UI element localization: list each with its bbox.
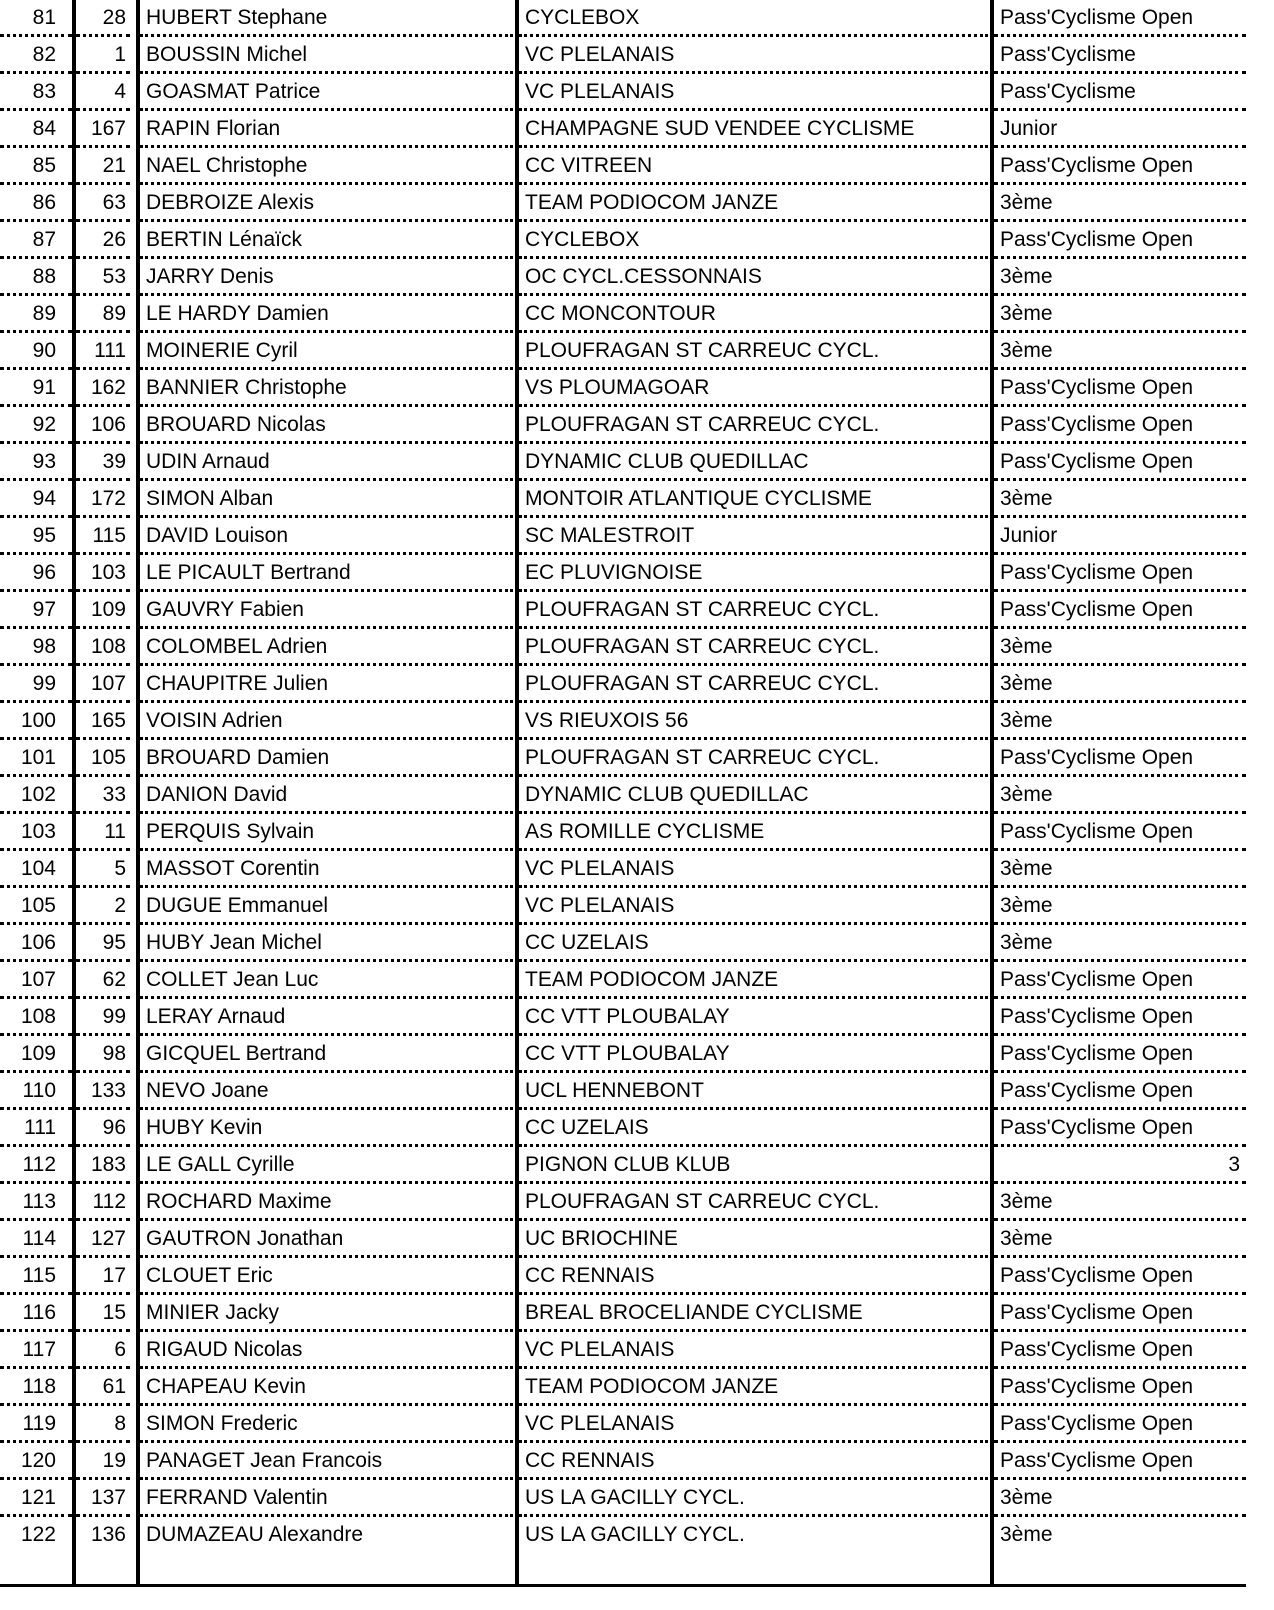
table-row xyxy=(0,999,1246,1036)
rank-cell: 121 xyxy=(0,1480,72,1517)
club-cell: CHAMPAGNE SUD VENDEE CYCLISME xyxy=(519,111,988,148)
rider-name-cell: GICQUEL Bertrand xyxy=(140,1036,513,1073)
category-cell: Pass'Cyclisme Open xyxy=(994,1295,1246,1332)
category-cell: Pass'Cyclisme Open xyxy=(994,592,1246,629)
club-cell: TEAM PODIOCOM JANZE xyxy=(519,962,988,999)
club-cell: CC MONCONTOUR xyxy=(519,296,988,333)
rider-name-cell: JARRY Denis xyxy=(140,259,513,296)
club-cell: PIGNON CLUB KLUB xyxy=(519,1147,988,1184)
bib-cell: 28 xyxy=(76,0,130,37)
club-cell: VS PLOUMAGOAR xyxy=(519,370,988,407)
category-cell: Pass'Cyclisme Open xyxy=(994,740,1246,777)
category-cell: Pass'Cyclisme Open xyxy=(994,1369,1246,1406)
rank-cell: 96 xyxy=(0,555,72,592)
rank-cell: 85 xyxy=(0,148,72,185)
rank-cell: 88 xyxy=(0,259,72,296)
bib-cell: 11 xyxy=(76,814,130,851)
category-cell: Pass'Cyclisme Open xyxy=(994,1406,1246,1443)
table-row xyxy=(0,777,1246,814)
table-row xyxy=(0,1443,1246,1480)
table-row xyxy=(0,333,1246,370)
club-cell: VC PLELANAIS xyxy=(519,37,988,74)
rank-cell: 92 xyxy=(0,407,72,444)
table-row xyxy=(0,703,1246,740)
rank-cell: 112 xyxy=(0,1147,72,1184)
rank-cell: 117 xyxy=(0,1332,72,1369)
rider-name-cell: RAPIN Florian xyxy=(140,111,513,148)
club-cell: OC CYCL.CESSONNAIS xyxy=(519,259,988,296)
rider-name-cell: BROUARD Damien xyxy=(140,740,513,777)
category-cell: 3ème xyxy=(994,185,1246,222)
rider-name-cell: FERRAND Valentin xyxy=(140,1480,513,1517)
table-row xyxy=(0,148,1246,185)
bib-cell: 53 xyxy=(76,259,130,296)
category-cell: Pass'Cyclisme Open xyxy=(994,370,1246,407)
rank-cell: 111 xyxy=(0,1110,72,1147)
category-cell: Pass'Cyclisme Open xyxy=(994,407,1246,444)
category-cell: Pass'Cyclisme Open xyxy=(994,1036,1246,1073)
club-cell: US LA GACILLY CYCL. xyxy=(525,1523,745,1546)
rider-name-cell: DAVID Louison xyxy=(140,518,513,555)
table-row xyxy=(0,1147,1246,1184)
category-cell: 3ème xyxy=(994,703,1246,740)
rider-name-cell: COLOMBEL Adrien xyxy=(140,629,513,666)
club-cell: VS RIEUXOIS 56 xyxy=(519,703,988,740)
club-cell: PLOUFRAGAN ST CARREUC CYCL. xyxy=(519,407,988,444)
rider-name-cell: GAUTRON Jonathan xyxy=(140,1221,513,1258)
category-cell: 3ème xyxy=(994,851,1246,888)
rank-cell: 84 xyxy=(0,111,72,148)
rank-cell: 105 xyxy=(0,888,72,925)
rank-cell: 98 xyxy=(0,629,72,666)
category-cell: Pass'Cyclisme Open xyxy=(994,1073,1246,1110)
club-cell: PLOUFRAGAN ST CARREUC CYCL. xyxy=(519,333,988,370)
category-cell: Pass'Cyclisme xyxy=(994,74,1246,111)
club-cell: CC VTT PLOUBALAY xyxy=(519,999,988,1036)
table-row xyxy=(0,666,1246,703)
club-cell: TEAM PODIOCOM JANZE xyxy=(519,185,988,222)
rank-cell: 86 xyxy=(0,185,72,222)
club-cell: CC VTT PLOUBALAY xyxy=(519,1036,988,1073)
category-cell: Junior xyxy=(994,518,1246,555)
rider-name-cell: BOUSSIN Michel xyxy=(140,37,513,74)
rider-name-cell: CLOUET Eric xyxy=(140,1258,513,1295)
bib-cell: 5 xyxy=(76,851,130,888)
rank-cell: 107 xyxy=(0,962,72,999)
bib-cell: 6 xyxy=(76,1332,130,1369)
rank-cell: 97 xyxy=(0,592,72,629)
club-cell: VC PLELANAIS xyxy=(519,1332,988,1369)
category-cell: Pass'Cyclisme xyxy=(994,37,1246,74)
bib-cell: 99 xyxy=(76,999,130,1036)
rider-name-cell: DANION David xyxy=(140,777,513,814)
bib-cell: 108 xyxy=(76,629,130,666)
rank-cell: 91 xyxy=(0,370,72,407)
rank-cell: 81 xyxy=(0,0,72,37)
table-row xyxy=(0,1258,1246,1295)
bib-cell: 115 xyxy=(76,518,130,555)
rider-name-cell: GAUVRY Fabien xyxy=(140,592,513,629)
club-cell: CYCLEBOX xyxy=(519,222,988,259)
table-row xyxy=(0,1517,1246,1554)
club-cell: AS ROMILLE CYCLISME xyxy=(519,814,988,851)
rider-name-cell: BERTIN Lénaïck xyxy=(140,222,513,259)
bib-cell: 8 xyxy=(76,1406,130,1443)
club-cell: CC RENNAIS xyxy=(519,1258,988,1295)
club-cell: DYNAMIC CLUB QUEDILLAC xyxy=(519,777,988,814)
rider-name-cell: SIMON Alban xyxy=(140,481,513,518)
table-row xyxy=(0,592,1246,629)
bib-cell: 107 xyxy=(76,666,130,703)
rider-name-cell: HUBERT Stephane xyxy=(140,0,513,37)
bib-cell: 165 xyxy=(76,703,130,740)
rider-name-cell: MINIER Jacky xyxy=(140,1295,513,1332)
bib-cell: 33 xyxy=(76,777,130,814)
table-row xyxy=(0,1221,1246,1258)
category-cell: 3ème xyxy=(994,259,1246,296)
table-row xyxy=(0,1480,1246,1517)
table-row xyxy=(0,962,1246,999)
club-cell: UC BRIOCHINE xyxy=(519,1221,988,1258)
category-cell: 3ème xyxy=(994,925,1246,962)
table-row xyxy=(0,1406,1246,1443)
rank-cell: 109 xyxy=(0,1036,72,1073)
category-cell: Pass'Cyclisme Open xyxy=(994,814,1246,851)
club-cell: CC UZELAIS xyxy=(519,1110,988,1147)
bib-cell: 98 xyxy=(76,1036,130,1073)
bib-cell: 136 xyxy=(90,1523,126,1546)
table-row xyxy=(0,925,1246,962)
rank-cell: 101 xyxy=(0,740,72,777)
category-cell: 3ème xyxy=(994,481,1246,518)
bib-cell: 105 xyxy=(76,740,130,777)
category-cell: Pass'Cyclisme Open xyxy=(994,1258,1246,1295)
rank-cell: 104 xyxy=(0,851,72,888)
category-cell: 3ème xyxy=(994,1480,1246,1517)
club-cell: VC PLELANAIS xyxy=(519,888,988,925)
category-cell: 3ème xyxy=(994,296,1246,333)
club-cell: CYCLEBOX xyxy=(519,0,988,37)
bib-cell: 183 xyxy=(76,1147,130,1184)
rank-cell: 108 xyxy=(0,999,72,1036)
bib-cell: 15 xyxy=(76,1295,130,1332)
bib-cell: 1 xyxy=(76,37,130,74)
category-cell: Pass'Cyclisme Open xyxy=(994,0,1246,37)
rank-cell: 116 xyxy=(0,1295,72,1332)
table-row xyxy=(0,1332,1246,1369)
club-cell: CC RENNAIS xyxy=(519,1443,988,1480)
rank-cell: 95 xyxy=(0,518,72,555)
category-cell: Pass'Cyclisme Open xyxy=(994,1110,1246,1147)
rider-name-cell: PANAGET Jean Francois xyxy=(140,1443,513,1480)
club-cell: PLOUFRAGAN ST CARREUC CYCL. xyxy=(519,666,988,703)
category-cell: Pass'Cyclisme Open xyxy=(994,962,1246,999)
table-row xyxy=(0,888,1246,925)
category-cell: 3ème xyxy=(994,1184,1246,1221)
bib-cell: 112 xyxy=(76,1184,130,1221)
rider-name-cell: GOASMAT Patrice xyxy=(140,74,513,111)
rider-name-cell: PERQUIS Sylvain xyxy=(140,814,513,851)
category-cell: 3ème xyxy=(1000,1523,1053,1546)
club-cell: UCL HENNEBONT xyxy=(519,1073,988,1110)
table-row xyxy=(0,1295,1246,1332)
category-cell: 3ème xyxy=(994,666,1246,703)
bib-cell: 26 xyxy=(76,222,130,259)
rider-name-cell: CHAPEAU Kevin xyxy=(140,1369,513,1406)
rank-cell: 119 xyxy=(0,1406,72,1443)
club-cell: EC PLUVIGNOISE xyxy=(519,555,988,592)
club-cell: VC PLELANAIS xyxy=(519,74,988,111)
rider-name-cell: LERAY Arnaud xyxy=(140,999,513,1036)
club-cell: SC MALESTROIT xyxy=(519,518,988,555)
table-row xyxy=(0,0,1246,37)
rank-cell: 89 xyxy=(0,296,72,333)
rider-name-cell: HUBY Jean Michel xyxy=(140,925,513,962)
category-cell: Pass'Cyclisme Open xyxy=(994,1332,1246,1369)
rank-cell: 118 xyxy=(0,1369,72,1406)
bib-cell: 106 xyxy=(76,407,130,444)
rider-name-cell: LE GALL Cyrille xyxy=(140,1147,513,1184)
table-row xyxy=(0,222,1246,259)
rider-name-cell: LE HARDY Damien xyxy=(140,296,513,333)
bib-cell: 4 xyxy=(76,74,130,111)
rank-cell: 87 xyxy=(0,222,72,259)
rank-cell: 99 xyxy=(0,666,72,703)
bib-cell: 39 xyxy=(76,444,130,481)
table-row xyxy=(0,1369,1246,1406)
bib-cell: 95 xyxy=(76,925,130,962)
category-cell: 3ème xyxy=(994,629,1246,666)
bib-cell: 61 xyxy=(76,1369,130,1406)
rank-cell: 122 xyxy=(20,1523,56,1546)
bib-cell: 172 xyxy=(76,481,130,518)
table-row xyxy=(0,814,1246,851)
category-cell: Pass'Cyclisme Open xyxy=(994,1443,1246,1480)
category-cell: Pass'Cyclisme Open xyxy=(994,148,1246,185)
rank-cell: 103 xyxy=(0,814,72,851)
rank-cell: 114 xyxy=(0,1221,72,1258)
rider-name-cell: HUBY Kevin xyxy=(140,1110,513,1147)
rank-cell: 102 xyxy=(0,777,72,814)
club-cell: PLOUFRAGAN ST CARREUC CYCL. xyxy=(519,629,988,666)
bib-cell: 19 xyxy=(76,1443,130,1480)
rank-cell: 83 xyxy=(0,74,72,111)
club-cell: DYNAMIC CLUB QUEDILLAC xyxy=(519,444,988,481)
club-cell: VC PLELANAIS xyxy=(519,851,988,888)
bib-cell: 2 xyxy=(76,888,130,925)
bib-cell: 96 xyxy=(76,1110,130,1147)
club-cell: BREAL BROCELIANDE CYCLISME xyxy=(519,1295,988,1332)
category-cell: Junior xyxy=(994,111,1246,148)
bib-cell: 63 xyxy=(76,185,130,222)
rider-name-cell: CHAUPITRE Julien xyxy=(140,666,513,703)
club-cell: CC VITREEN xyxy=(519,148,988,185)
rider-name-cell: MOINERIE Cyril xyxy=(140,333,513,370)
bib-cell: 127 xyxy=(76,1221,130,1258)
bib-cell: 167 xyxy=(76,111,130,148)
club-cell: TEAM PODIOCOM JANZE xyxy=(519,1369,988,1406)
rank-cell: 106 xyxy=(0,925,72,962)
table-row xyxy=(0,74,1246,111)
table-row xyxy=(0,555,1246,592)
bib-cell: 162 xyxy=(76,370,130,407)
table-row xyxy=(0,629,1246,666)
rank-cell: 110 xyxy=(0,1073,72,1110)
table-row xyxy=(0,370,1246,407)
rider-name-cell: MASSOT Corentin xyxy=(140,851,513,888)
rank-cell: 90 xyxy=(0,333,72,370)
table-row xyxy=(0,851,1246,888)
table-bottom-border xyxy=(0,1584,1246,1587)
category-cell: 3ème xyxy=(994,333,1246,370)
category-cell: Pass'Cyclisme Open xyxy=(994,222,1246,259)
table-row xyxy=(0,37,1246,74)
bib-cell: 103 xyxy=(76,555,130,592)
club-cell: US LA GACILLY CYCL. xyxy=(519,1480,988,1517)
category-cell: 3ème xyxy=(994,888,1246,925)
table-row xyxy=(0,111,1246,148)
table-row xyxy=(0,444,1246,481)
rider-name-cell: BANNIER Christophe xyxy=(140,370,513,407)
rank-cell: 120 xyxy=(0,1443,72,1480)
category-cell: Pass'Cyclisme Open xyxy=(994,444,1246,481)
table-row xyxy=(0,740,1246,777)
rider-name-cell: DUMAZEAU Alexandre xyxy=(146,1523,364,1546)
table-row xyxy=(0,1110,1246,1147)
rank-cell: 113 xyxy=(0,1184,72,1221)
bib-cell: 109 xyxy=(76,592,130,629)
rider-name-cell: DUGUE Emmanuel xyxy=(140,888,513,925)
rider-name-cell: NAEL Christophe xyxy=(140,148,513,185)
bib-cell: 133 xyxy=(76,1073,130,1110)
rider-name-cell: NEVO Joane xyxy=(140,1073,513,1110)
bib-cell: 21 xyxy=(76,148,130,185)
rider-name-cell: RIGAUD Nicolas xyxy=(140,1332,513,1369)
bib-cell: 62 xyxy=(76,962,130,999)
table-row xyxy=(0,185,1246,222)
category-cell: 3ème xyxy=(994,777,1246,814)
rank-cell: 100 xyxy=(0,703,72,740)
category-cell: 3ème xyxy=(994,1221,1246,1258)
club-cell: PLOUFRAGAN ST CARREUC CYCL. xyxy=(519,1184,988,1221)
club-cell: PLOUFRAGAN ST CARREUC CYCL. xyxy=(519,592,988,629)
rank-cell: 94 xyxy=(0,481,72,518)
table-row xyxy=(0,407,1246,444)
bib-cell: 111 xyxy=(76,333,130,370)
bib-cell: 137 xyxy=(76,1480,130,1517)
table-row xyxy=(0,1073,1246,1110)
club-cell: MONTOIR ATLANTIQUE CYCLISME xyxy=(519,481,988,518)
rider-name-cell: BROUARD Nicolas xyxy=(140,407,513,444)
club-cell: VC PLELANAIS xyxy=(519,1406,988,1443)
rider-name-cell: LE PICAULT Bertrand xyxy=(140,555,513,592)
table-row xyxy=(0,259,1246,296)
table-row xyxy=(0,296,1246,333)
club-cell: PLOUFRAGAN ST CARREUC CYCL. xyxy=(519,740,988,777)
rider-name-cell: VOISIN Adrien xyxy=(140,703,513,740)
rider-name-cell: ROCHARD Maxime xyxy=(140,1184,513,1221)
rank-cell: 93 xyxy=(0,444,72,481)
rank-cell: 82 xyxy=(0,37,72,74)
club-cell: CC UZELAIS xyxy=(519,925,988,962)
category-cell: Pass'Cyclisme Open xyxy=(994,555,1246,592)
bib-cell: 17 xyxy=(76,1258,130,1295)
category-cell: 3 xyxy=(994,1147,1246,1184)
rider-name-cell: SIMON Frederic xyxy=(140,1406,513,1443)
table-row xyxy=(0,1184,1246,1221)
category-cell: Pass'Cyclisme Open xyxy=(994,999,1246,1036)
table-row xyxy=(0,481,1246,518)
table-row xyxy=(0,518,1246,555)
table-row xyxy=(0,1036,1246,1073)
rider-name-cell: COLLET Jean Luc xyxy=(140,962,513,999)
rider-name-cell: DEBROIZE Alexis xyxy=(140,185,513,222)
rank-cell: 115 xyxy=(0,1258,72,1295)
rider-name-cell: UDIN Arnaud xyxy=(140,444,513,481)
bib-cell: 89 xyxy=(76,296,130,333)
